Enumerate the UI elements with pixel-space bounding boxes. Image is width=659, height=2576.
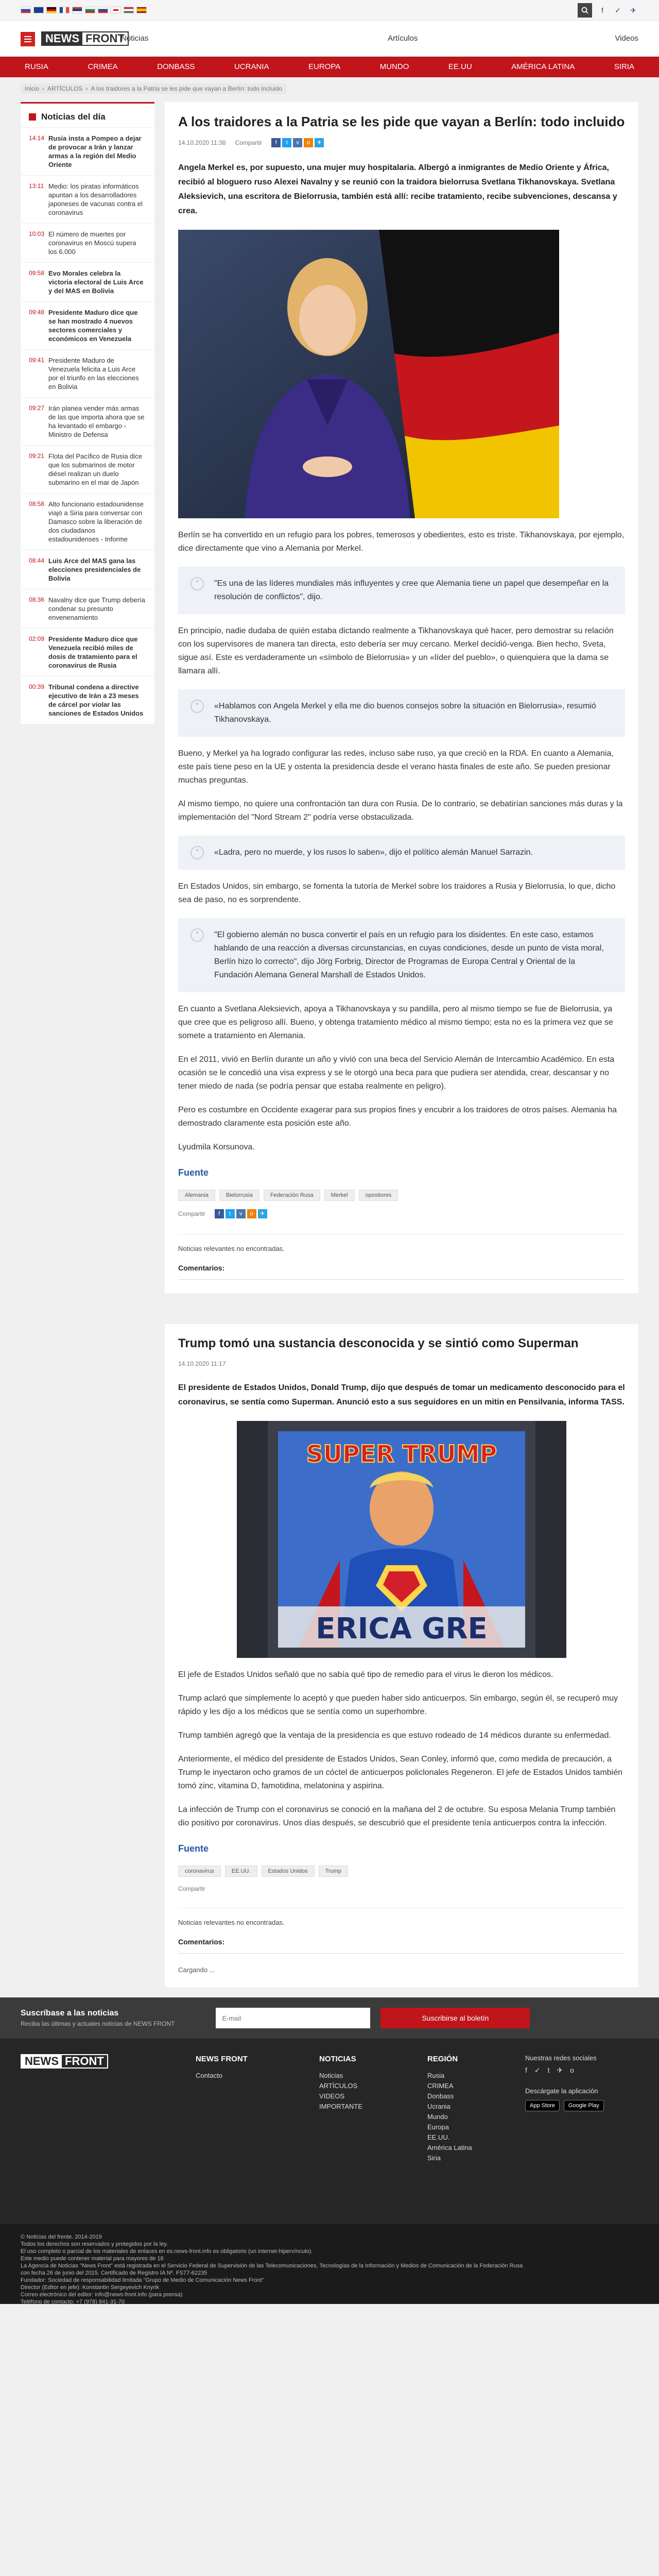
news-headline: Navalny dice que Trump debería condenar su presunto envenenamiento bbox=[48, 596, 145, 621]
tag[interactable]: Alemania bbox=[178, 1190, 215, 1201]
newsletter-subtitle: Reciba las últimas y actuales noticias de NEWS FRONT bbox=[21, 2020, 175, 2027]
logo-front: FRONT bbox=[62, 2055, 107, 2067]
flag-es[interactable] bbox=[136, 7, 147, 13]
news-time: 02:09 bbox=[29, 635, 45, 642]
nav-crimea[interactable]: CRIMEA bbox=[88, 62, 118, 71]
share-label: Compartir bbox=[235, 139, 263, 146]
super-trump-illustration bbox=[237, 1421, 566, 1658]
email-field[interactable] bbox=[216, 2008, 370, 2028]
news-headline: El número de muertes por coronavirus en Moscú supera los 6.000 bbox=[48, 230, 136, 256]
nav-america-latina[interactable]: AMÉRICA LATINA bbox=[511, 62, 575, 71]
sidebar-news-item[interactable] bbox=[21, 445, 154, 493]
news-time: 10:03 bbox=[29, 230, 45, 238]
legal-line: Teléfono de contacto: +7 (978) 841-31-70 bbox=[21, 2299, 125, 2305]
social-title: Nuestras redes sociales bbox=[525, 2054, 597, 2062]
paragraph: Berlín se ha convertido en un refugio para los pobres, temerosos y obedientes, esto es triste. Tikhanovskaya, por ejemplo, dice directamente que vino a Alemania por Merkel. bbox=[178, 531, 625, 553]
telegram-share-icon[interactable]: ✈ bbox=[258, 1209, 267, 1218]
quote-block: “ "El gobierno alemán no busca convertir el país en un refugio para los disidentes. En este caso, estamos hablando de una reacción a diversas circunstancias, en cuyas condiciones, desde un punto de vista moral, Berlín hizo lo correcto", dijo Jörg Forbrig, Director de Programas de Europa Central y Oriental de la Fundación Alemana General Marshall de Estados Unidos. bbox=[178, 918, 625, 992]
news-headline: Luis Arce del MAS gana las elecciones presidenciales de Bolivia bbox=[48, 557, 141, 582]
vk-share-icon[interactable]: v bbox=[236, 1209, 246, 1218]
loading-indicator: Cargando ... bbox=[178, 1966, 215, 1974]
nav-europa[interactable]: EUROPA bbox=[308, 62, 341, 71]
news-time: 09:48 bbox=[29, 309, 45, 316]
footer-col-region bbox=[427, 2054, 472, 2163]
twitter-share-icon[interactable]: t bbox=[282, 138, 291, 147]
footer-col-title: NOTICIAS bbox=[319, 2055, 356, 2063]
comments-heading: Comentarios: bbox=[178, 1938, 625, 1954]
merkel-photo bbox=[178, 230, 559, 518]
sidebar-news-item[interactable] bbox=[21, 262, 154, 301]
legal-line: con fecha 26 de junio del 2015. Certificado de Registro IA Nº. FS77-62235 bbox=[21, 2270, 207, 2276]
sidebar-news-item[interactable] bbox=[21, 127, 154, 175]
red-square-icon bbox=[29, 113, 36, 121]
telegram-icon[interactable]: ✈ bbox=[557, 2066, 563, 2074]
footer-link[interactable]: Donbass bbox=[427, 2092, 454, 2100]
legal-line: Correo electrónico del editor: info@news-front.info (para prensa) bbox=[21, 2292, 183, 2298]
nav-mundo[interactable]: MUNDO bbox=[379, 62, 409, 71]
flag-fr[interactable] bbox=[59, 7, 70, 13]
paragraph: El jefe de Estados Unidos señaló que no sabía qué tipo de remedio para el virus le dieron los médicos. bbox=[178, 1670, 553, 1679]
nav-articulos[interactable]: Artículos bbox=[388, 34, 418, 43]
facebook-icon[interactable]: f bbox=[525, 2066, 527, 2074]
article-merkel bbox=[165, 102, 638, 1293]
twitter-share-icon[interactable]: t bbox=[226, 1209, 235, 1218]
site-header bbox=[0, 21, 659, 57]
share-buttons bbox=[271, 138, 324, 147]
site-footer bbox=[0, 2039, 659, 2224]
footer-col-title: REGIÓN bbox=[427, 2055, 458, 2063]
ok-share-icon[interactable]: o bbox=[247, 1209, 256, 1218]
nav-eeuu[interactable]: EE.UU bbox=[448, 62, 472, 71]
facebook-share-icon[interactable]: f bbox=[215, 1209, 224, 1218]
footer-link[interactable]: VIDEOS bbox=[319, 2092, 345, 2100]
legal-footer bbox=[0, 2224, 659, 2304]
news-headline: Presidente Maduro dice que se han mostrado 4 nuevos sectores comerciales y económicos en Venezuela bbox=[48, 309, 138, 343]
footer-col-noticias bbox=[319, 2054, 362, 2112]
related-news: Noticias relevantes no encontradas. bbox=[178, 1234, 625, 1252]
ok-icon[interactable]: o bbox=[570, 2066, 575, 2074]
twitter-icon[interactable]: t bbox=[547, 2066, 550, 2074]
footer-link[interactable]: Europa bbox=[427, 2123, 449, 2131]
footer-link[interactable]: ARTÍCULOS bbox=[319, 2082, 358, 2090]
breadcrumb-articulos[interactable]: ARTÍCULOS bbox=[47, 85, 83, 92]
paragraph: Anteriormente, el médico del presidente de Estados Unidos, Sean Conley, informó que, como medida de precaución, a Trump le inyectaron ocho gramos de un cóctel de anticuerpos policlonales Regeneron. El jefe de Estados Unidos también tomó zinc, vitamina D, famotidina, melatonina y aspirina. bbox=[178, 1755, 623, 1790]
legal-line: Fundador: Sociedad de responsabilidad limitada "Grupo de Medio de Comunicación News Front" bbox=[21, 2277, 264, 2283]
news-headline: Flota del Pacífico de Rusia dice que los submarinos de motor diésel realizan un duelo submarino en el mar de Japón bbox=[48, 452, 143, 486]
news-time: 09:27 bbox=[29, 404, 45, 412]
tag[interactable]: Trump bbox=[319, 1866, 348, 1877]
footer-link[interactable]: CRIMEA bbox=[427, 2082, 454, 2090]
legal-line: Director (Editor en jefe): Konstantin Sergeyevich Knyrik bbox=[21, 2284, 160, 2291]
news-headline: Evo Morales celebra la victoria electoral de Luis Arce y del MAS en Bolivia bbox=[48, 269, 144, 295]
paragraph: La infección de Trump con el coronavirus se conoció en la mañana del 2 de octubre. Su esposa Melania Trump también dio positivo por coronavirus. Unos días después, se descubrió que el presidente tenía anticuerpos contra la infección. bbox=[178, 1805, 616, 1827]
article-lead: El presidente de Estados Unidos, Donald Trump, dijo que después de tomar un medicamento desconocido para el coronavirus, se sentía como Superman. Anunció esto a sus seguidores en un mitin en Pensilvania, informa TASS. bbox=[178, 1383, 625, 1406]
paragraph: En principio, nadie dudaba de quién estaba dictando realmente a Tikhanovskaya qué hacer, pero demostrar su relación con los supervisores de manera tan directa, esto debería ser muy cercano. Merkel decidió-venga. Bien hecho, Sveta, sigue así. Este es verdaderamente un «símbolo de Bielorrusia» y un «líder del pueblo», o quienquiera que la dama se llamara allí. bbox=[178, 626, 614, 675]
tag[interactable]: opositores bbox=[359, 1190, 398, 1201]
apps-title: Descárgate la aplicación bbox=[525, 2087, 598, 2095]
super-trump-photo bbox=[237, 1421, 566, 1658]
sidebar-news-item[interactable] bbox=[21, 175, 154, 223]
site-logo[interactable] bbox=[41, 31, 129, 46]
news-time: 09:58 bbox=[29, 269, 45, 277]
facebook-icon[interactable]: f bbox=[601, 6, 603, 14]
news-time: 09:21 bbox=[29, 452, 45, 460]
sidebar-news-item[interactable] bbox=[21, 223, 154, 262]
article-separator bbox=[165, 1293, 638, 1324]
flag-sk[interactable] bbox=[98, 7, 108, 13]
paragraph: Bueno, y Merkel ya ha logrado configurar las redes, incluso sabe ruso, ya que creció en la RDA. En cuanto a Alemania, este país tiene peso en la UE y ostenta la presidencia desde el verano hasta finales de este año. Se pueden presionar muchas preguntas. bbox=[178, 749, 614, 785]
legal-line: Todos los derechos son reservados y protegidos por la ley. bbox=[21, 2241, 168, 2247]
paragraph: Al mismo tiempo, no quiere una confrontación tan dura con Rusia. De lo contrario, se debatirían sanciones más duras y la implementación del "Nord Stream 2" podría verse obstaculizada. bbox=[178, 800, 623, 822]
source-link[interactable]: Fuente bbox=[178, 1843, 209, 1854]
news-time: 00:39 bbox=[29, 683, 45, 690]
news-headline: Tribunal condena a directive ejecutivo de Irán a 23 meses de cárcel por violar las sanciones de Estados Unidos bbox=[48, 683, 144, 717]
article-trump bbox=[165, 1324, 638, 1987]
share-buttons bbox=[215, 1209, 267, 1218]
paragraph: Pero es costumbre en Occidente exagerar para sus propios fines y encubrir a los traidores de otros países. Alemania ha demostrado claramente esta posición este año. bbox=[178, 1106, 617, 1128]
sidebar-news-item[interactable] bbox=[21, 676, 154, 724]
vk-icon[interactable]: ✓ bbox=[615, 6, 621, 14]
source-link[interactable]: Fuente bbox=[178, 1167, 209, 1178]
paragraph: En el 2011, vivió en Berlín durante un año y vivió con una beca del Servicio Alemán de Intercambio Académico. En esta ocasión se le concedió una visa express y se le otorgó una beca para que pudiera ser atendida, crear, descansar y no tener miedo de nada (se podría pensar que estaba realmente en peligro). bbox=[178, 1055, 615, 1091]
telegram-icon[interactable]: ✈ bbox=[630, 6, 636, 14]
legal-line: © Noticias del frente. 2014-2019 bbox=[21, 2234, 102, 2240]
flag-de[interactable] bbox=[46, 7, 57, 13]
menu-icon[interactable] bbox=[21, 32, 35, 46]
search-button[interactable] bbox=[578, 3, 592, 18]
news-headline: Irán planea vender más armas de las que importa ahora que se ha levantado el embargo - Ministro de Defensa bbox=[48, 404, 145, 438]
logo-front: FRONT bbox=[82, 32, 128, 45]
news-headline: Presidente Maduro de Venezuela felicita a Luis Arce por el triunfo en las elecciones en Bolivia bbox=[48, 357, 139, 391]
tag[interactable]: coronavirus bbox=[178, 1866, 221, 1877]
footer-link[interactable]: Mundo bbox=[427, 2113, 448, 2121]
language-flags bbox=[21, 7, 147, 13]
footer-link[interactable]: Rusia bbox=[427, 2072, 445, 2079]
breadcrumb bbox=[21, 83, 286, 94]
flag-en[interactable] bbox=[33, 7, 44, 13]
newsletter-title: Suscríbase a las noticias bbox=[21, 2009, 119, 2018]
author: Lyudmila Korsunova. bbox=[178, 1143, 255, 1151]
tag[interactable]: Merkel bbox=[324, 1190, 355, 1201]
article-title: A los traidores a la Patria se les pide que vayan a Berlín: todo incluido bbox=[178, 114, 625, 129]
sidebar-title: Noticias del día bbox=[21, 104, 154, 127]
footer-link[interactable]: Ucrania bbox=[427, 2103, 450, 2110]
footer-link[interactable]: EE.UU. bbox=[427, 2133, 450, 2141]
tag-list bbox=[178, 1190, 625, 1201]
nav-videos[interactable]: Videos bbox=[615, 34, 638, 43]
google-play-badge[interactable]: Google Play bbox=[564, 2100, 604, 2111]
logo-news: NEWS bbox=[42, 32, 82, 45]
sign-bottom-text: ERICA GRE bbox=[316, 1612, 488, 1646]
category-nav bbox=[0, 57, 659, 77]
article-date: 14.10.2020 11:17 bbox=[178, 1360, 226, 1367]
article-date: 14.10.2020 11:38 bbox=[178, 139, 226, 146]
flag-ru[interactable] bbox=[21, 7, 31, 13]
article-title[interactable]: Trump tomó una sustancia desconocida y se sintió como Superman bbox=[178, 1336, 579, 1350]
logo-news: NEWS bbox=[22, 2055, 62, 2067]
tag[interactable]: Federación Rusa bbox=[264, 1190, 320, 1201]
footer-col-title: NEWS FRONT bbox=[196, 2055, 248, 2063]
news-time: 09:41 bbox=[29, 357, 45, 364]
news-time: 13:11 bbox=[29, 182, 44, 190]
ok-share-icon[interactable]: o bbox=[304, 138, 313, 147]
paragraph: Trump aclaró que simplemente lo aceptó y que pueden haber sido anticuerpos. Sin embargo, según él, se recuperó muy rápido y les dijo a los médicos que se sentía como un superhombre. bbox=[178, 1694, 618, 1716]
flag-ge[interactable] bbox=[111, 7, 121, 13]
news-time: 08:58 bbox=[29, 500, 45, 507]
tag-list bbox=[178, 1866, 625, 1877]
main-content bbox=[165, 102, 638, 1987]
breadcrumb-separator: › bbox=[85, 85, 88, 92]
top-bar bbox=[0, 0, 659, 21]
share-label: Compartir bbox=[178, 1210, 205, 1217]
share-label: Compartir bbox=[178, 1885, 205, 1892]
sidebar-news-item[interactable] bbox=[21, 349, 154, 397]
footer-link[interactable]: América Latina bbox=[427, 2144, 472, 2151]
news-headline: Presidente Maduro dice que Venezuela recibió miles de dosis de tratamiento para el coronavirus de Rusia bbox=[48, 635, 138, 669]
paragraph: Trump también agregó que la ventaja de la presidencia es que estuvo rodeado de 14 médicos durante su enfermedad. bbox=[178, 1731, 611, 1740]
nav-donbass[interactable]: DONBASS bbox=[157, 62, 195, 71]
nav-noticias[interactable]: Noticias bbox=[121, 34, 149, 43]
news-time: 14:14 bbox=[29, 134, 45, 142]
news-headline: Rusia insta a Pompeo a dejar de provocar a Irán y lanzar armas a la región del Medio Oriente bbox=[48, 134, 142, 168]
comments-heading: Comentarios: bbox=[178, 1264, 625, 1280]
nav-siria[interactable]: SIRIA bbox=[614, 62, 634, 71]
legal-line: Este medio puede contener material para mayores de 18 bbox=[21, 2256, 164, 2262]
quote-icon: “ bbox=[190, 846, 204, 859]
legal-line: El uso completo o parcial de los materiales de enlaces en es.news-front.info es obligatorio (un internet-hipervínculo). bbox=[21, 2248, 313, 2255]
tag[interactable]: Estados Unidos bbox=[262, 1866, 315, 1877]
telegram-share-icon[interactable]: ✈ bbox=[315, 138, 324, 147]
tag[interactable]: EE.UU. bbox=[225, 1866, 257, 1877]
app-store-badge[interactable]: App Store bbox=[525, 2100, 560, 2111]
flag-hu[interactable] bbox=[124, 7, 134, 13]
footer-logo[interactable] bbox=[21, 2054, 108, 2069]
news-time: 08:36 bbox=[29, 596, 45, 603]
sidebar-news-item[interactable] bbox=[21, 628, 154, 676]
sidebar-news-item[interactable] bbox=[21, 493, 154, 550]
quote-block: “ "Es una de las líderes mundiales más influyentes y cree que Alemania tiene un papel que desempeñar en la resolución de conflictos", dijo. bbox=[178, 567, 625, 614]
sign-top-text: SUPER TRUMP bbox=[306, 1440, 497, 1468]
vk-icon[interactable]: ✓ bbox=[534, 2066, 541, 2074]
footer-link[interactable]: IMPORTANTE bbox=[319, 2103, 363, 2110]
breadcrumb-separator: › bbox=[42, 85, 45, 92]
quote-icon: “ bbox=[190, 700, 204, 713]
quote-block: “ «Ladra, pero no muerde, y los rusos lo saben», dijo el político alemán Manuel Sarrazin. bbox=[178, 836, 625, 870]
article-lead: Angela Merkel es, por supuesto, una mujer muy hospitalaria. Albergó a inmigrantes de Medio Oriente y África, recibió al bloguero ruso Alexei Navalny y se reunió con la traidora bielorrusa Svetlana Tikhanovskaya. Svetlana Aleksievich, una escritora de Bielorrusia, también está allí: recibe tratamiento, recibe subvenciones, descansa y crea. bbox=[178, 163, 617, 215]
news-time: 08:44 bbox=[29, 557, 45, 564]
nav-ucrania[interactable]: UCRANIA bbox=[234, 62, 269, 71]
related-news: Noticias relevantes no encontradas. bbox=[178, 1908, 625, 1926]
breadcrumb-current: A los traidores a la Patria se les pide que vayan a Berlín: todo incluido bbox=[91, 85, 283, 92]
paragraph: En Estados Unidos, sin embargo, se fomenta la tutoría de Merkel sobre los traidores a Rusia y Bielorrusia, lo que, dicho sea de paso, no es sorprendente. bbox=[178, 882, 616, 904]
merkel-photo-illustration bbox=[178, 230, 559, 518]
flag-rs[interactable] bbox=[72, 7, 82, 13]
footer-link[interactable]: Contacto bbox=[196, 2072, 223, 2079]
quote-icon: “ bbox=[190, 577, 204, 590]
search-icon bbox=[581, 7, 588, 14]
sidebar-news-item[interactable] bbox=[21, 550, 154, 589]
newsletter-bar bbox=[0, 1997, 659, 2039]
news-headline: Alto funcionario estadounidense viajó a Siria para conversar con Damasco sobre la liberación de dos ciudadanos estadounidenses - Informe bbox=[48, 500, 144, 543]
legal-line: La Agencia de Noticias "News Front" está registrada en el Servicio Federal de Supervisión de las Telecomunicaciones, Tecnologías de la Información y Medios de Comunicación de la Federación Rusa bbox=[21, 2263, 523, 2269]
news-of-the-day-sidebar bbox=[21, 102, 154, 724]
nav-rusia[interactable]: RUSIA bbox=[25, 62, 48, 71]
paragraph: En cuanto a Svetlana Aleksievich, apoya a Tikhanovskaya y su pandilla, pero al mismo tiempo se fue de Bielorrusia, ya que cree que es peligroso allí. Bueno, y obtenga tratamiento médico al mismo tiempo; esta no es la primera vez que se somete a tratamiento en Alemania. bbox=[178, 1005, 613, 1040]
tag[interactable]: Bielorrusia bbox=[219, 1190, 259, 1201]
footer-link[interactable]: Siria bbox=[427, 2154, 441, 2162]
footer-link[interactable]: Noticias bbox=[319, 2072, 343, 2079]
vk-share-icon[interactable]: v bbox=[293, 138, 302, 147]
footer-social bbox=[525, 2054, 604, 2111]
footer-col-newsfront bbox=[196, 2054, 248, 2081]
sidebar-news-item[interactable] bbox=[21, 397, 154, 445]
breadcrumb-home[interactable]: Inicio bbox=[25, 85, 40, 92]
quote-block: “ «Hablamos con Angela Merkel y ella me dio buenos consejos sobre la situación en Bielorrusia», resumió Tikhanovskaya. bbox=[178, 689, 625, 737]
subscribe-button[interactable]: Suscribirse al boletín bbox=[380, 2008, 530, 2028]
news-headline: Medio: los piratas informáticos apuntan a los desarrolladores japoneses de vacunas contra el coronavirus bbox=[48, 182, 143, 216]
flag-bg[interactable] bbox=[85, 7, 95, 13]
quote-icon: “ bbox=[190, 928, 204, 942]
facebook-share-icon[interactable]: f bbox=[271, 138, 281, 147]
sidebar-news-item[interactable] bbox=[21, 301, 154, 349]
sidebar-news-item[interactable] bbox=[21, 589, 154, 628]
